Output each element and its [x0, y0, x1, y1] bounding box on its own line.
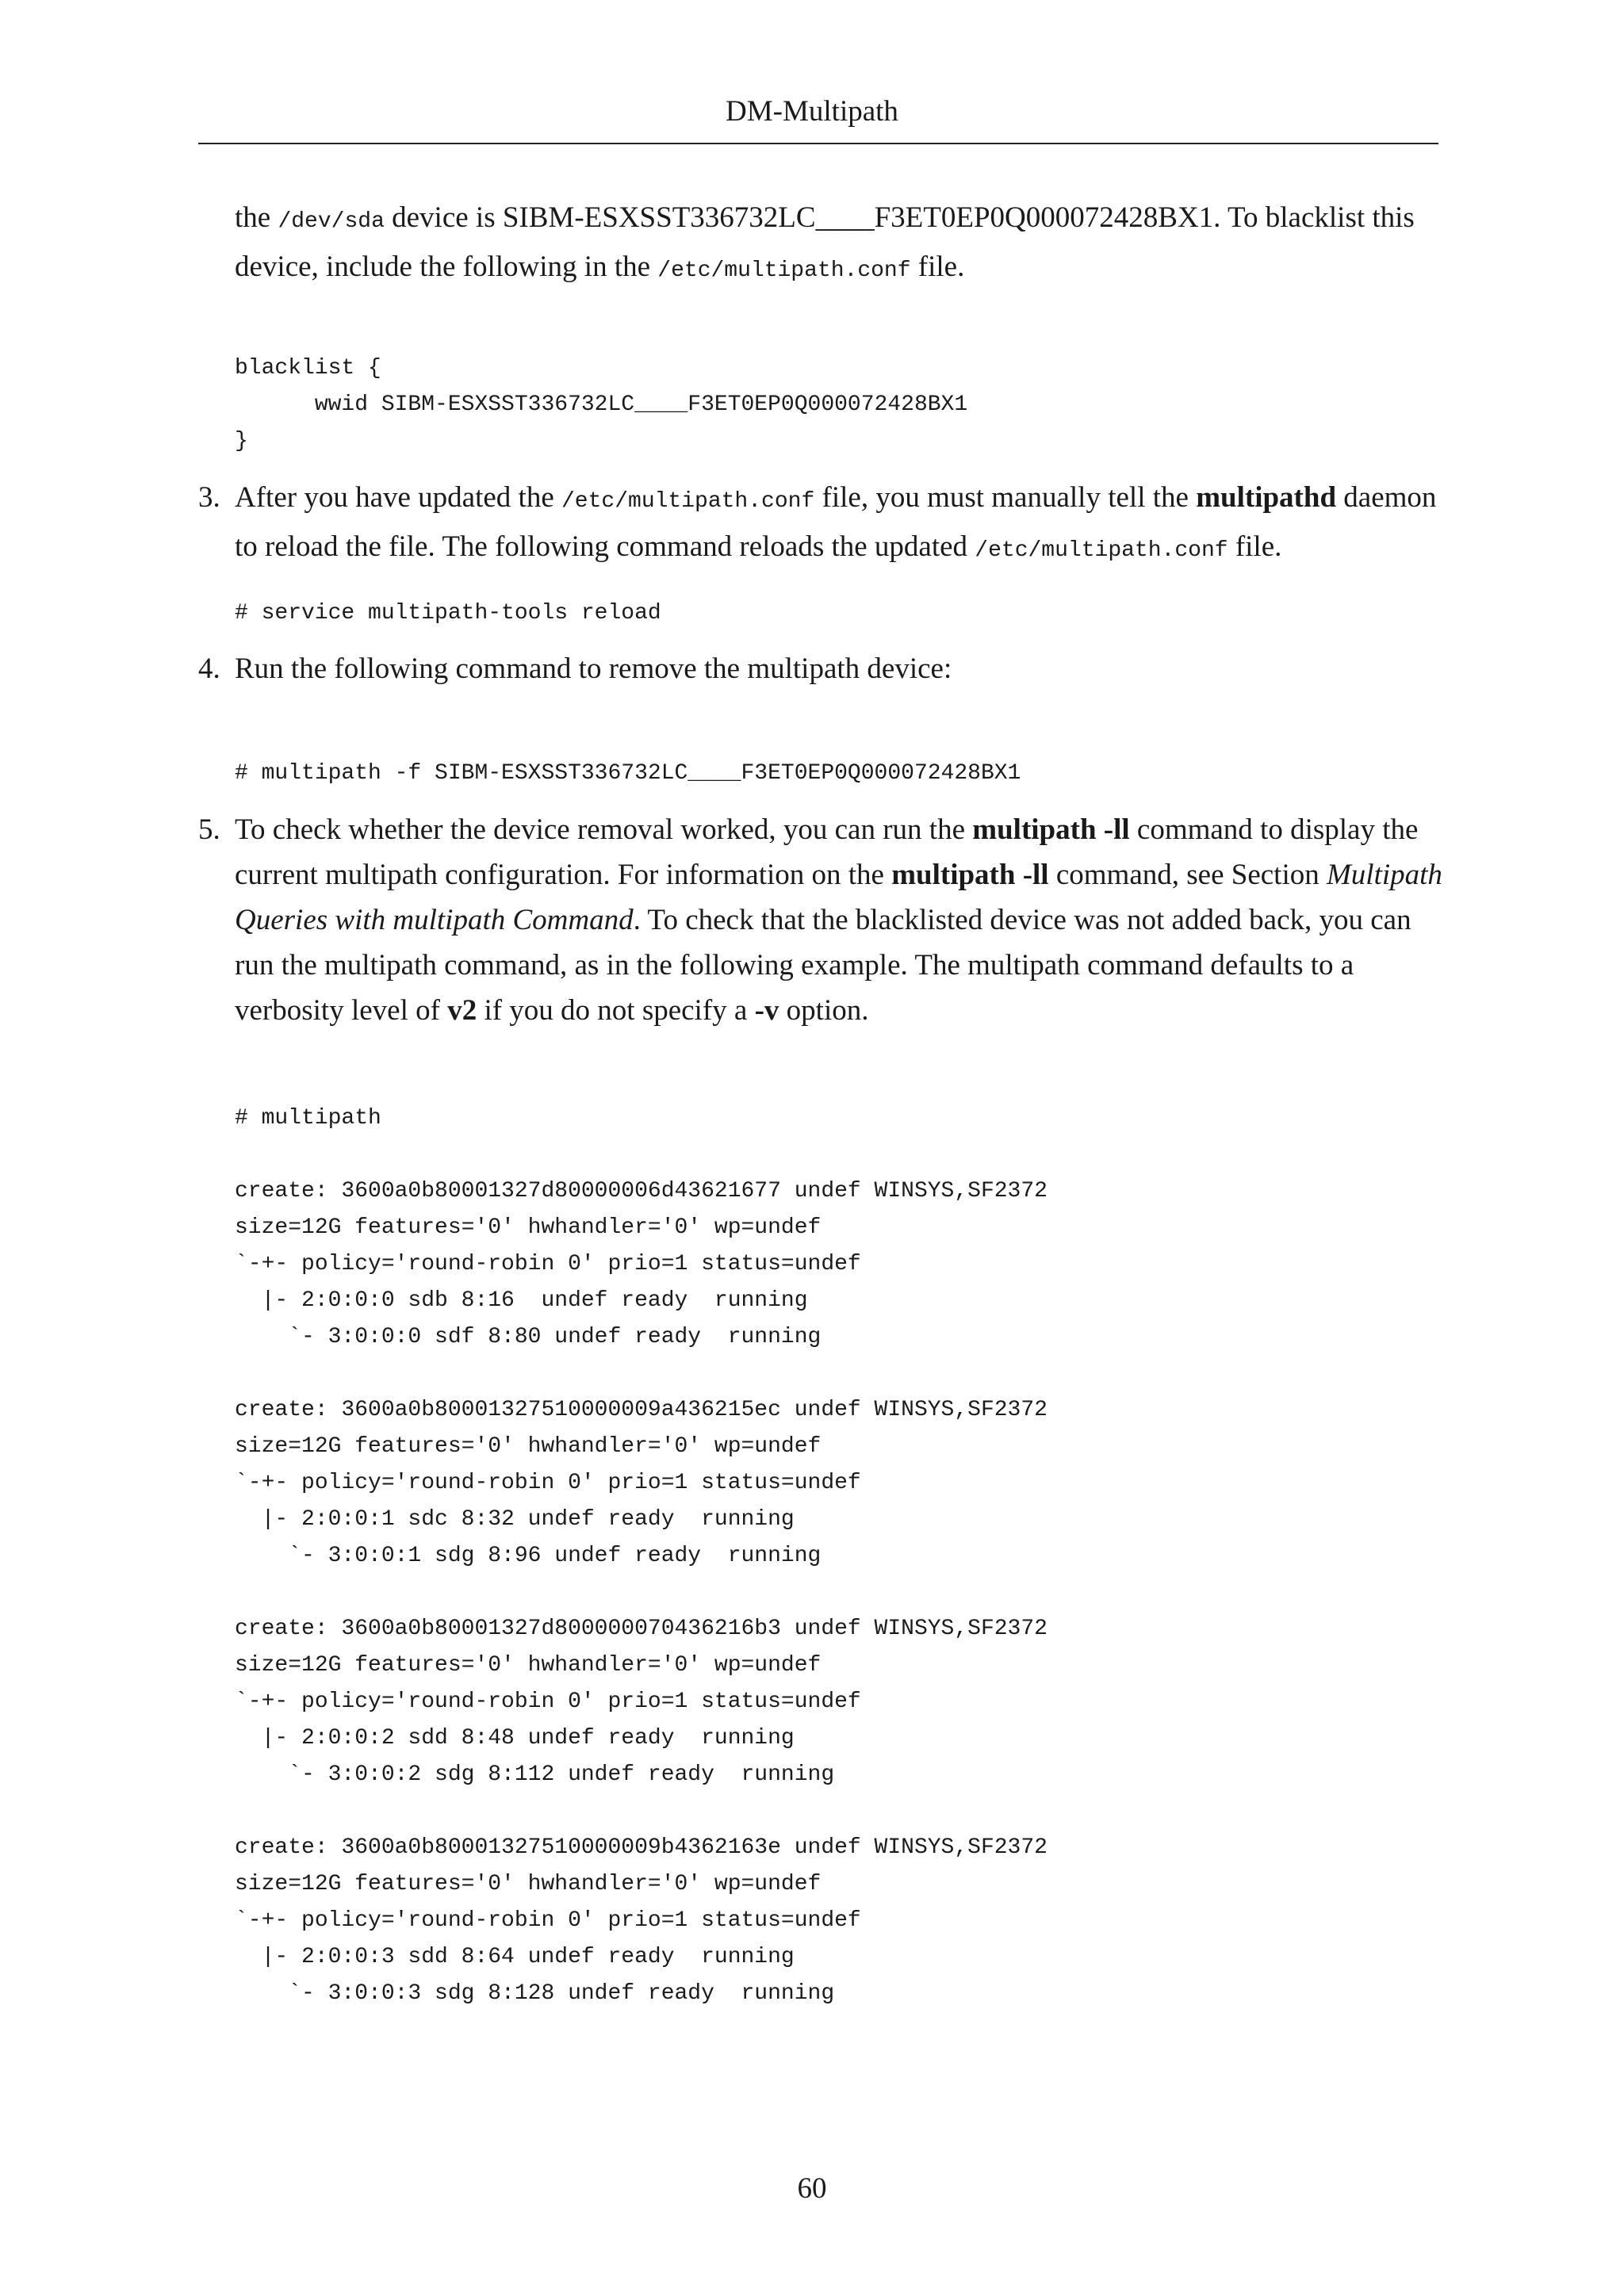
code-line: |- 2:0:0:2 sdd 8:48 undef ready running [235, 1726, 795, 1751]
code-line: size=12G features='0' hwhandler='0' wp=undef [235, 1215, 822, 1240]
intro-text-1: the [235, 201, 278, 234]
step-5-text-1: To check whether the device removal worked, you can run the [235, 813, 973, 846]
step-5-text-2: command to display the current multipath configuration. For information on the [235, 813, 1419, 891]
header-rule [198, 143, 1438, 144]
step-3-daemon-name: multipathd [1196, 481, 1337, 514]
step-3-number: 3. [198, 481, 220, 514]
code-line: size=12G features='0' hwhandler='0' wp=undef [235, 1653, 822, 1678]
code-line: `- 3:0:0:0 sdf 8:80 undef ready running [235, 1325, 822, 1349]
intro-paragraph [235, 195, 1456, 293]
code-line [235, 1137, 1048, 1173]
code-line: # multipath -f SIBM-ESXSST336732LC____F3ET0EP0Q000072428BX1 [235, 761, 1021, 786]
step-4-paragraph: Run the following command to remove the multipath device: [235, 652, 952, 685]
code-line: `-+- policy='round-robin 0' prio=1 status=undef [235, 1908, 861, 1933]
code-line: `- 3:0:0:3 sdg 8:128 undef ready running [235, 1981, 835, 2006]
code-line: blacklist { [235, 356, 381, 381]
code-line: `-+- policy='round-robin 0' prio=1 status=undef [235, 1252, 861, 1276]
blacklist-code-block [235, 350, 967, 460]
intro-config-path: /etc/multipath.conf [657, 258, 911, 283]
step-5-verbosity-level: v2 [447, 994, 477, 1027]
step-5-paragraph [235, 807, 1456, 1033]
code-line: create: 3600a0b80001327510000009b4362163e undef WINSYS,SF2372 [235, 1835, 1048, 1860]
code-line: `- 3:0:0:1 sdg 8:96 undef ready running [235, 1544, 822, 1568]
code-line [235, 1793, 1048, 1830]
step-5-command-1: multipath -ll [972, 813, 1130, 846]
step-3-config-path-2: /etc/multipath.conf [975, 538, 1228, 563]
step-5-section-reference: Multipath Queries with multipath Command [235, 859, 1442, 936]
step-3-text-2: file, you must manually tell the [814, 481, 1197, 514]
step-5-text-6: option. [779, 994, 869, 1027]
code-line: } [235, 429, 248, 453]
code-line: create: 3600a0b80001327d800000070436216b3 undef WINSYS,SF2372 [235, 1617, 1048, 1641]
step-3-config-path: /etc/multipath.conf [561, 489, 815, 514]
code-line: size=12G features='0' hwhandler='0' wp=undef [235, 1872, 822, 1896]
code-line [235, 1575, 1048, 1611]
intro-device-path: /dev/sda [278, 209, 385, 234]
step-5-text-5: if you do not specify a [477, 994, 755, 1027]
code-line: wwid SIBM-ESXSST336732LC____F3ET0EP0Q000072428BX1 [235, 392, 968, 417]
page-number: 60 [797, 2172, 827, 2205]
running-header-title: DM-Multipath [726, 95, 898, 128]
code-line: # multipath [235, 1106, 381, 1131]
step-3-paragraph [235, 475, 1456, 573]
code-line: create: 3600a0b80001327d80000006d43621677 undef WINSYS,SF2372 [235, 1179, 1048, 1203]
intro-text-2: device is SIBM-ESXSST336732LC____F3ET0EP0Q000072428BX1. To blacklist this device, include the following in the [235, 201, 1415, 283]
code-line: create: 3600a0b80001327510000009a436215ec undef WINSYS,SF2372 [235, 1398, 1048, 1422]
code-line: |- 2:0:0:0 sdb 8:16 undef ready running [235, 1288, 808, 1313]
step-3-text-3: daemon to reload the file. The following command reloads the updated [235, 481, 1437, 563]
code-line: `-+- policy='round-robin 0' prio=1 status=undef [235, 1689, 861, 1714]
remove-code-block [235, 756, 1021, 792]
step-5-command-2: multipath -ll [891, 859, 1049, 891]
code-line: |- 2:0:0:1 sdc 8:32 undef ready running [235, 1507, 795, 1532]
intro-text-3: file. [910, 251, 965, 283]
reload-code-block [235, 595, 661, 632]
code-line [235, 1356, 1048, 1392]
code-line: `-+- policy='round-robin 0' prio=1 status=undef [235, 1471, 861, 1495]
step-3-text-4: file. [1228, 530, 1282, 563]
code-line: # service multipath-tools reload [235, 601, 661, 626]
step-4-number: 4. [198, 652, 220, 685]
step-5-verbosity-option: -v [754, 994, 779, 1027]
step-5-number: 5. [198, 813, 220, 846]
step-5-text-3: command, see Section [1048, 859, 1327, 891]
multipath-output-block [235, 1100, 1048, 2012]
step-3-text-1: After you have updated the [235, 481, 561, 514]
code-line: |- 2:0:0:3 sdd 8:64 undef ready running [235, 1945, 795, 1969]
step-5-text-4: . To check that the blacklisted device was not added back, you can run the multipath command, as in the following example. The multipath command defaults to a verbosity level of [235, 904, 1411, 1027]
code-line: `- 3:0:0:2 sdg 8:112 undef ready running [235, 1762, 835, 1787]
code-line: size=12G features='0' hwhandler='0' wp=undef [235, 1434, 822, 1459]
